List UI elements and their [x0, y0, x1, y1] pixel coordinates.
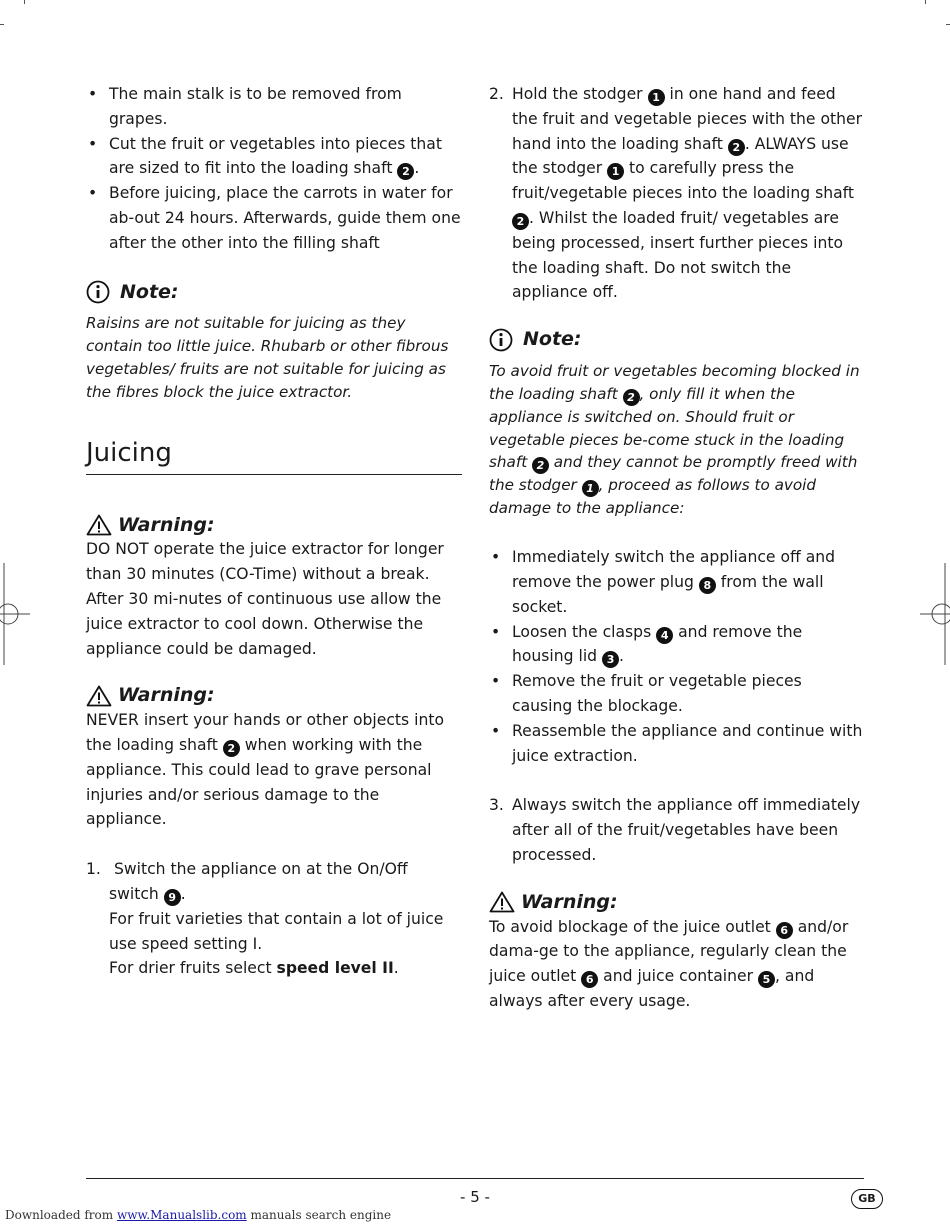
- crop-mark: [946, 24, 950, 25]
- list-item: [489, 620, 865, 670]
- warning-text-part: and/or dama-ge to the appliance, regularly clean the juice outlet: [489, 917, 849, 986]
- step-text-part: in one hand and feed the fruit and vegetable pieces with the other hand into the loading shaft: [512, 85, 862, 153]
- step-text: Always switch the appliance off immediately after all of the fruit/vegetables have been processed.: [512, 796, 861, 864]
- warning-icon: [489, 891, 515, 913]
- ref-number-icon: 6: [776, 922, 793, 939]
- step-text: [109, 956, 462, 981]
- list-item-text: The main stalk is to be removed from grapes.: [109, 85, 402, 128]
- ref-number-icon: 3: [602, 651, 619, 668]
- list-item: [489, 669, 865, 719]
- step-item: [86, 857, 462, 981]
- step-text-part: .: [393, 959, 399, 978]
- language-badge: GB: [851, 1189, 883, 1209]
- step-text: For fruit varieties that contain a lot of juice use speed setting I.: [109, 909, 444, 953]
- ref-number-icon: 9: [164, 889, 181, 906]
- ref-number-icon: 2: [623, 389, 640, 406]
- warning-icon: [86, 514, 112, 536]
- prep-list: [86, 82, 462, 256]
- ref-number-icon: 4: [656, 627, 673, 644]
- list-item-text: and remove the housing lid: [512, 622, 803, 666]
- warning-text: [86, 708, 462, 832]
- list-item-text: Immediately switch the appliance off and remove the power plug: [512, 548, 836, 591]
- ref-number-icon: 1: [607, 163, 624, 180]
- warning-text: [489, 915, 865, 1014]
- info-icon: [489, 328, 513, 352]
- list-item-text: .: [414, 159, 420, 178]
- ref-number-icon: 1: [582, 480, 599, 497]
- registration-mark-right: [920, 563, 950, 665]
- step-number: 3.: [489, 796, 504, 815]
- step-text-part: . Whilst the loaded fruit/ vegetables are being processed, insert further pieces into the loading shaft. Do not switch the appliance off.: [512, 208, 843, 302]
- note-header: [489, 327, 865, 352]
- note-text-part: , proceed as follows to avoid damage to the appliance:: [489, 476, 817, 518]
- list-item-text: Remove the fruit or vegetable pieces causing the blockage.: [512, 672, 802, 715]
- note-text-part: To avoid fruit or vegetables becoming blocked in the loading shaft: [489, 361, 860, 403]
- step-text-part: . ALWAYS use the stodger: [512, 134, 849, 178]
- warning-text-part: , and always after every usage.: [489, 967, 815, 1010]
- step-number: 2.: [489, 85, 504, 103]
- note-title: Note:: [120, 280, 179, 303]
- warning-header: [86, 513, 462, 538]
- warning-header: [489, 890, 865, 915]
- ref-number-icon: 8: [699, 577, 716, 594]
- info-icon: [86, 280, 110, 304]
- note-text-part: , only fill it when the appliance is switched on. Should fruit or vegetable pieces be-come stuck in the loading shaft: [489, 384, 845, 472]
- page-number: - 5 -: [460, 1188, 490, 1206]
- note-block: [489, 327, 865, 520]
- registration-mark-left: [0, 563, 30, 665]
- section-title: Juicing: [86, 438, 462, 475]
- note-text-part: and they cannot be promptly freed with the stodger: [489, 453, 858, 495]
- ref-number-icon: 6: [581, 971, 598, 988]
- crop-mark: [0, 24, 4, 25]
- step-text-part: to carefully press the fruit/vegetable pieces into the loading shaft: [512, 159, 854, 203]
- warning-text-part: NEVER insert your hands or other objects into the loading shaft: [86, 711, 444, 754]
- warning-title: Warning:: [118, 684, 215, 707]
- manualslib-link[interactable]: www.Manualslib.com: [116, 1208, 247, 1222]
- download-footer: [5, 1208, 391, 1222]
- crop-mark: [925, 0, 926, 4]
- list-item-text: Reassemble the appliance and continue with juice extraction.: [512, 721, 863, 765]
- warning-block: [86, 513, 462, 662]
- list-item-text: Before juicing, place the carrots in water for ab-out 24 hours. Afterwards, guide them one after the other into the filling shaft: [109, 184, 461, 252]
- list-item: [86, 181, 462, 255]
- footer-rule: [86, 1178, 864, 1179]
- warning-title: Warning:: [521, 890, 618, 913]
- left-column: [86, 80, 462, 981]
- note-header: [86, 280, 462, 305]
- warning-block: [86, 683, 462, 832]
- crop-mark: [24, 0, 25, 4]
- ref-number-icon: 5: [758, 971, 775, 988]
- note-text: [489, 360, 865, 520]
- ref-number-icon: 2: [223, 740, 240, 757]
- step-text: [512, 82, 865, 305]
- ref-number-icon: 2: [512, 213, 529, 230]
- ref-number-icon: 2: [728, 139, 745, 156]
- footer-text: Downloaded from: [5, 1208, 117, 1222]
- step-emphasis: speed level II: [276, 959, 394, 978]
- step-text: [109, 857, 462, 907]
- note-text: Raisins are not suitable for juicing as they contain too little juice. Rhubarb or other fibrous vegetables/ fruits are not suitable for juicing as the fibres block the juice extractor.: [86, 314, 449, 401]
- blockage-steps-list: [489, 545, 865, 768]
- list-item: [489, 545, 865, 619]
- step-item: [489, 793, 865, 867]
- list-item-text: from the wall socket.: [512, 572, 824, 616]
- note-block: [86, 280, 462, 404]
- step-text-part: .: [180, 884, 186, 903]
- step-text-part: Switch the appliance on at the On/Off switch: [109, 860, 408, 903]
- list-item-text: .: [619, 647, 624, 666]
- ref-number-icon: 2: [532, 457, 549, 474]
- list-item: [86, 132, 462, 182]
- warning-header: [86, 683, 462, 708]
- warning-text-part: To avoid blockage of the juice outlet: [489, 917, 776, 936]
- warning-text: DO NOT operate the juice extractor for longer than 30 minutes (CO-Time) without a break. After 30 mi-nutes of continuous use allow the juice extractor to cool down. Otherwise the appliance could be damaged.: [86, 540, 444, 658]
- step-text-part: For drier fruits select: [109, 959, 277, 978]
- warning-block: [489, 890, 865, 1014]
- step-number: 1.: [86, 860, 101, 879]
- note-title: Note:: [523, 328, 582, 351]
- ref-number-icon: 1: [648, 89, 665, 106]
- step-text-part: Hold the stodger: [512, 85, 648, 103]
- warning-icon: [86, 685, 112, 707]
- warning-text-part: and juice container: [598, 967, 758, 986]
- list-item: [489, 719, 865, 769]
- footer-text: manuals search engine: [246, 1208, 392, 1222]
- right-column: [489, 80, 865, 1014]
- warning-title: Warning:: [118, 513, 215, 536]
- list-item: [86, 82, 462, 132]
- list-item-text: Cut the fruit or vegetables into pieces that are sized to fit into the loading shaft: [109, 134, 442, 178]
- list-item-text: Loosen the clasps: [512, 622, 657, 641]
- step-item: [489, 82, 865, 305]
- ref-number-icon: 2: [397, 163, 414, 180]
- warning-text-part: when working with the appliance. This could lead to grave personal injuries and/or serious damage to the appliance.: [86, 735, 432, 829]
